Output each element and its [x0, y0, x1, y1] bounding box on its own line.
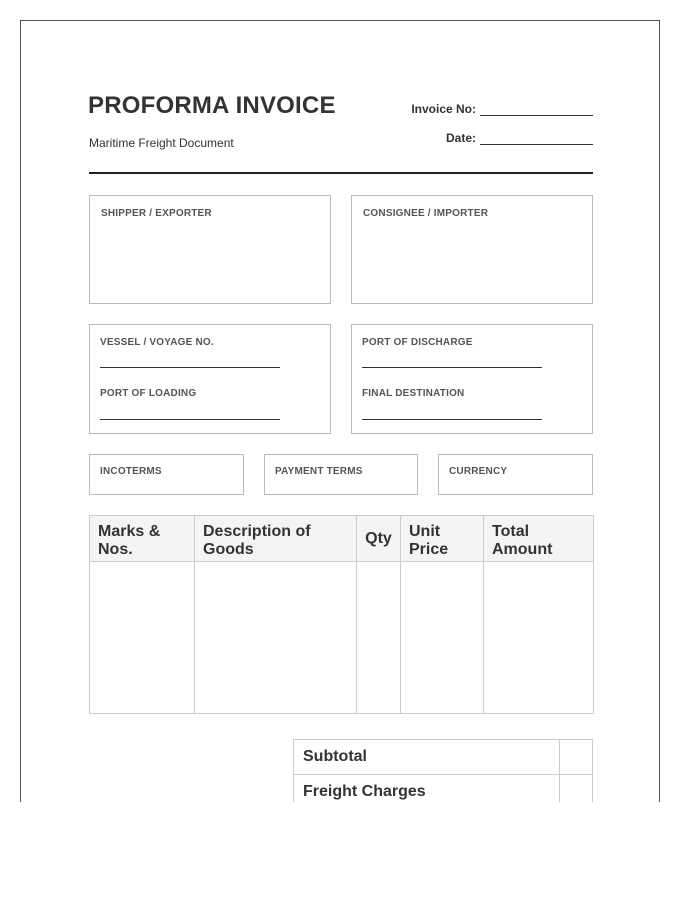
vessel-field[interactable] [100, 367, 280, 368]
final-destination-field[interactable] [362, 419, 542, 420]
subtotal-row [294, 740, 593, 775]
invoice-number-row [411, 102, 593, 116]
column-header-unit-price-line2: Price [409, 541, 449, 558]
column-header-unit-price [401, 516, 484, 562]
currency-label: CURRENCY [449, 466, 508, 477]
column-header-marks-line2: Nos. [98, 541, 133, 558]
date-row [446, 131, 593, 145]
column-header-description [195, 516, 357, 562]
shipper-box[interactable] [89, 195, 331, 304]
subtotal-value[interactable] [560, 740, 593, 775]
vessel-loading-box [89, 324, 331, 434]
header-divider [89, 172, 593, 174]
subtotal-label: Subtotal [294, 740, 560, 775]
discharge-destination-box [351, 324, 593, 434]
total-amount-cell[interactable] [484, 562, 594, 714]
column-header-total-amount-line1: Total [492, 523, 530, 540]
payment-terms-box[interactable] [264, 454, 418, 495]
marks-cell[interactable] [90, 562, 195, 714]
invoice-number-field[interactable] [480, 103, 593, 116]
column-header-description-line1: Description of [203, 523, 311, 540]
payment-terms-label: PAYMENT TERMS [275, 466, 363, 477]
port-loading-label: PORT OF LOADING [100, 388, 197, 399]
column-header-marks [90, 516, 195, 562]
column-header-total-amount-line2: Amount [492, 541, 553, 558]
goods-table [89, 515, 594, 714]
incoterms-label: INCOTERMS [100, 466, 162, 477]
consignee-box[interactable] [351, 195, 593, 304]
column-header-total-amount [484, 516, 594, 562]
freight-label: Freight Charges [294, 775, 560, 810]
document-subtitle: Maritime Freight Document [89, 136, 234, 150]
currency-box[interactable] [438, 454, 593, 495]
qty-cell[interactable] [357, 562, 401, 714]
date-field[interactable] [480, 132, 593, 145]
shipper-label: SHIPPER / EXPORTER [101, 208, 212, 219]
column-header-marks-line1: Marks & [98, 523, 161, 540]
totals-table [293, 739, 593, 810]
unit-price-cell[interactable] [401, 562, 484, 714]
column-header-qty-line1: Qty [365, 529, 392, 547]
description-cell[interactable] [195, 562, 357, 714]
port-discharge-label: PORT OF DISCHARGE [362, 337, 473, 348]
port-loading-field[interactable] [100, 419, 280, 420]
consignee-label: CONSIGNEE / IMPORTER [363, 208, 489, 219]
invoice-number-label: Invoice No: [411, 102, 476, 116]
date-label: Date: [445, 131, 476, 145]
column-header-unit-price-line1: Unit [409, 523, 441, 540]
goods-table-header [90, 516, 594, 562]
port-discharge-field[interactable] [362, 367, 542, 368]
column-header-qty [357, 516, 401, 562]
incoterms-box[interactable] [89, 454, 244, 495]
vessel-label: VESSEL / VOYAGE NO. [100, 337, 214, 348]
column-header-description-line2: Goods [203, 541, 254, 558]
table-row [90, 562, 594, 714]
final-destination-label: FINAL DESTINATION [362, 388, 465, 399]
page-cutoff [0, 802, 700, 900]
page-title: PROFORMA INVOICE [88, 92, 336, 119]
